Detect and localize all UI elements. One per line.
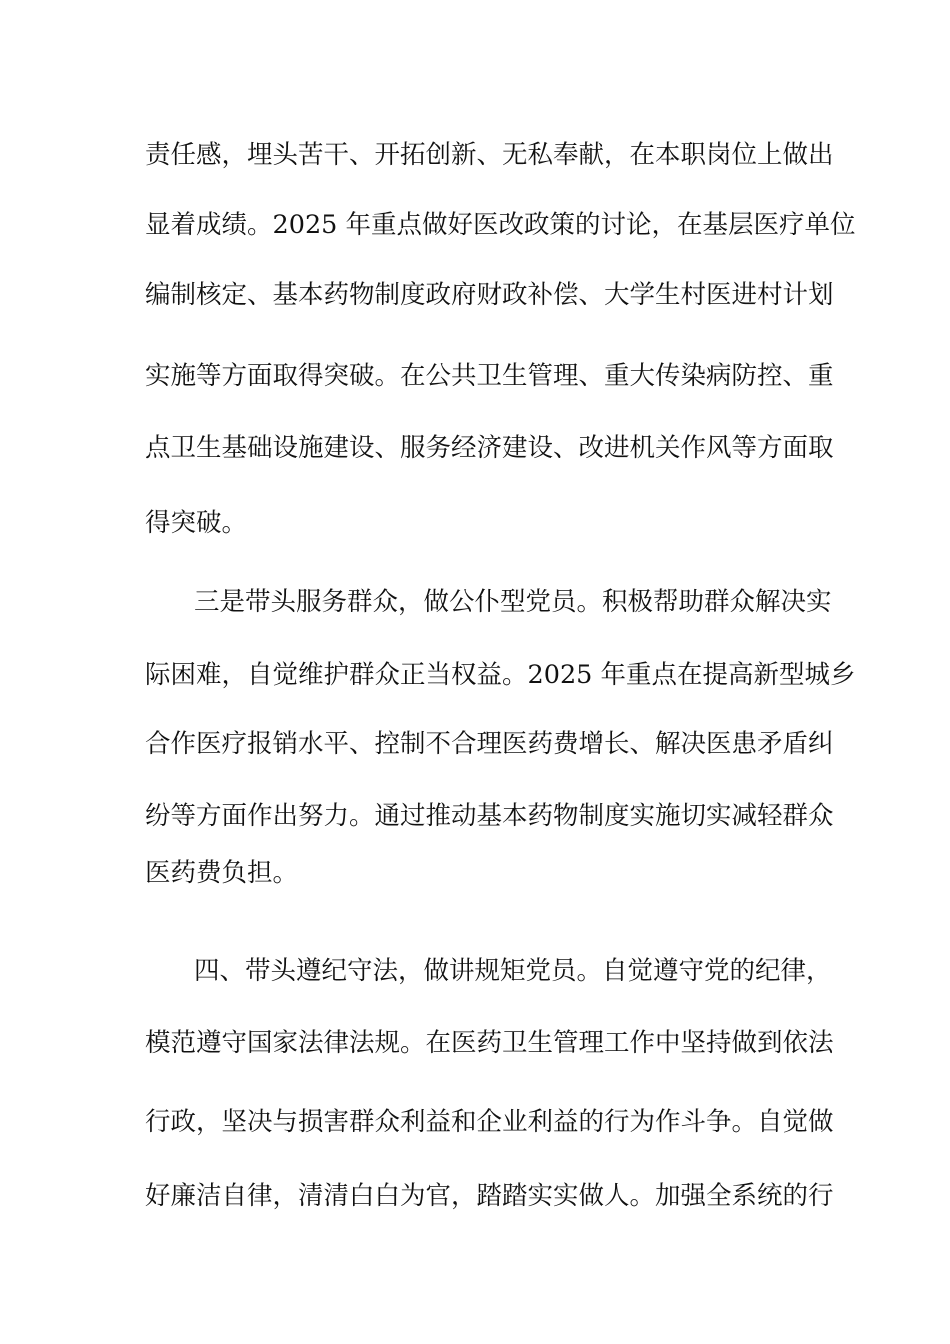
text-line-15: 好廉洁自律，清清白白为官，踏踏实实做人。加强全系统的行 [145,1181,834,1211]
paragraph-4-first-line: 四、带头遵纪守法，做讲规矩党员。自觉遵守党的纪律， [194,956,832,986]
text-line-9: 合作医疗报销水平、控制不合理医药费增长、解决医患矛盾纠 [145,729,834,759]
text-line-1: 责任感，埋头苦干、开拓创新、无私奉献，在本职岗位上做出 [145,140,834,170]
text-line-6: 得突破。 [145,508,248,538]
text-line-14: 行政，坚决与损害群众利益和企业利益的行为作斗争。自觉做 [145,1107,834,1137]
text-line-2: 显着成绩。2025 年重点做好医改政策的讨论，在基层医疗单位 [145,210,856,240]
text-line-8: 际困难，自觉维护群众正当权益。2025 年重点在提高新型城乡 [145,660,856,690]
paragraph-3-first-line: 三是带头服务群众，做公仆型党员。积极帮助群众解决实 [194,587,832,617]
text-line-4: 实施等方面取得突破。在公共卫生管理、重大传染病防控、重 [145,361,834,391]
text-line-13: 模范遵守国家法律法规。在医药卫生管理工作中坚持做到依法 [145,1028,834,1058]
text-line-3: 编制核定、基本药物制度政府财政补偿、大学生村医进村计划 [145,280,834,310]
text-line-10: 纷等方面作出努力。通过推动基本药物制度实施切实减轻群众 [145,801,834,831]
text-line-5: 点卫生基础设施建设、服务经济建设、改进机关作风等方面取 [145,433,834,463]
text-line-11: 医药费负担。 [145,858,299,888]
